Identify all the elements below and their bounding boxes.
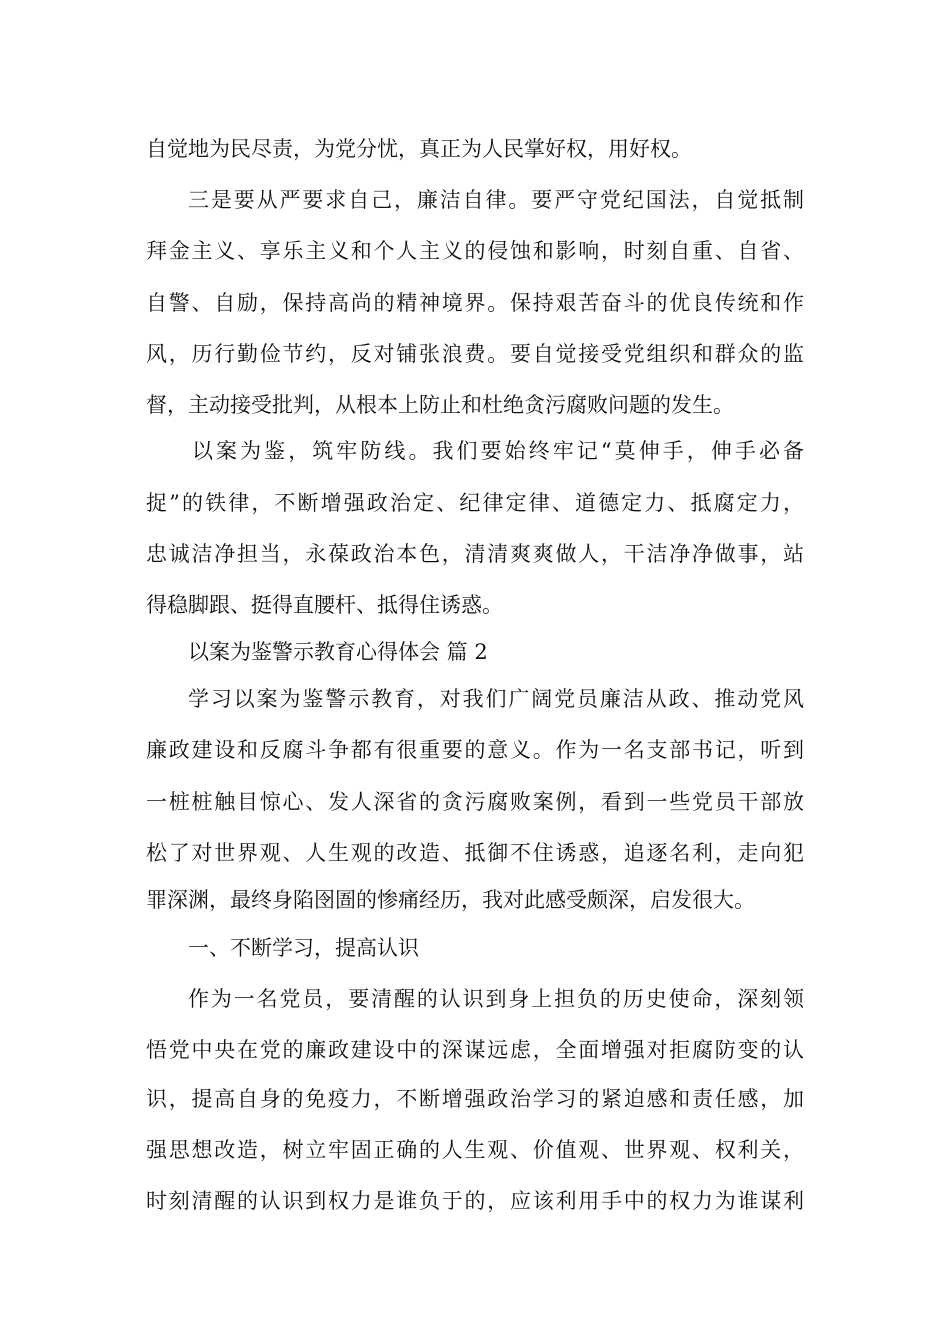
body-text-line: 自觉地为民尽责，为党分忧，真正为人民掌好权，用好权。	[146, 137, 692, 161]
paragraph-first-line: 学习以案为鉴警示教育，对我们广阔党员廉洁从政、推动党风	[188, 687, 804, 711]
body-text-line: 捉”的铁律，不断增强政治定、纪律定律、道德定力、抵腐定力，	[146, 491, 804, 515]
body-text-line: 一桩桩触目惊心、发人深省的贪污腐败案例，看到一些党员干部放	[146, 790, 804, 814]
body-text-line: 督，主动接受批判，从根本上防止和杜绝贪污腐败问题的发生。	[146, 393, 734, 417]
body-text-line: 风，历行勤俭节约，反对铺张浪费。要自觉接受党组织和群众的监	[146, 342, 804, 366]
body-text-line: 拜金主义、享乐主义和个人主义的侵蚀和影响，时刻自重、自省、	[146, 239, 804, 263]
body-text-line: 识，提高自身的免疫力，不断增强政治学习的紧迫感和责任感，加	[146, 1087, 804, 1111]
body-text-line: 罪深渊，最终身陷囹圄的惨痛经历，我对此感受颇深，启发很大。	[146, 888, 755, 912]
body-text-line: 忠诚洁净担当，永葆政治本色，清清爽爽做人，干洁净净做事，站	[146, 542, 804, 566]
body-text-line: 自警、自励，保持高尚的精神境界。保持艰苦奋斗的优良传统和作	[146, 291, 804, 315]
body-text-line: 悟党中央在党的廉政建设中的深谋远虑，全面增强对拒腐防变的认	[146, 1038, 804, 1062]
subheading: 一、不断学习，提高认识	[188, 936, 419, 960]
body-text-line: 强思想改造，树立牢固正确的人生观、价值观、世界观、权利关，	[146, 1138, 804, 1162]
section-heading: 以案为鉴警示教育心得体会 篇 2	[188, 640, 488, 664]
body-text-line: 松了对世界观、人生观的改造、抵御不住诱惑，追逐名利，走向犯	[146, 841, 804, 865]
body-text-line: 得稳脚跟、挺得直腰杆、抵得住诱惑。	[146, 593, 503, 617]
paragraph-first-line: 三是要从严要求自己，廉洁自律。要严守党纪国法，自觉抵制	[188, 188, 804, 212]
paragraph-first-line: 以案为鉴，筑牢防线。我们要始终牢记“莫伸手，伸手必备	[192, 439, 804, 463]
body-text-line: 时刻清醒的认识到权力是谁负于的，应该利用手中的权力为谁谋利	[146, 1189, 804, 1213]
body-text-line: 廉政建设和反腐斗争都有很重要的意义。作为一名支部书记，听到	[146, 738, 804, 762]
paragraph-first-line: 作为一名党员，要清醒的认识到身上担负的历史使命，深刻领	[188, 987, 804, 1011]
